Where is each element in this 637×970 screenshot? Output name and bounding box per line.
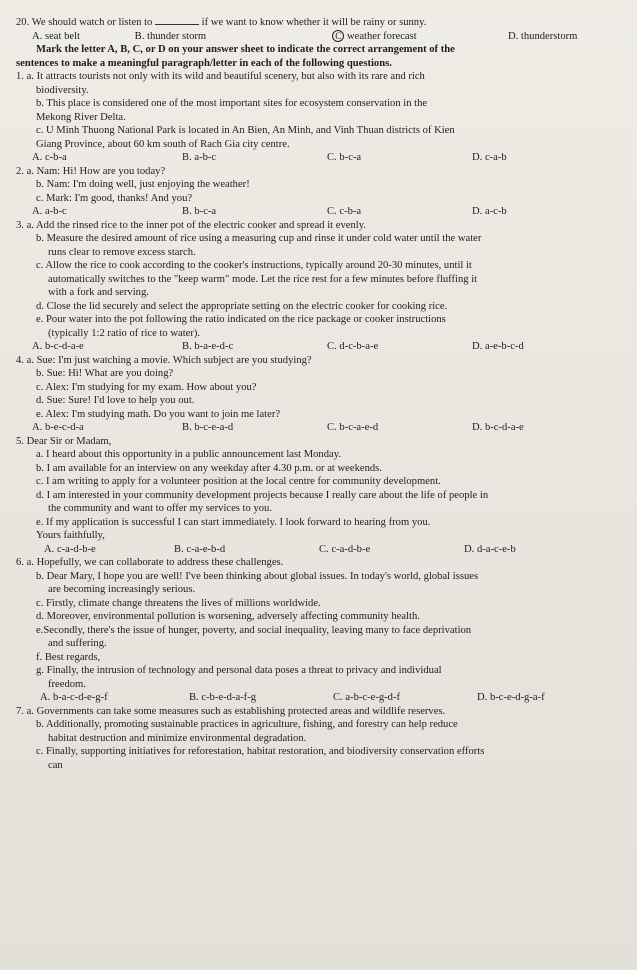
instruction-line-1: Mark the letter A, B, C, or D on your answer sheet to indicate the correct arrangement of the [36, 44, 455, 55]
q2-option-b: B. b-c-a [182, 206, 217, 217]
q6-option-a: A. b-a-c-d-e-g-f [40, 692, 108, 703]
q6-option-c: C. a-b-c-e-g-d-f [332, 692, 401, 703]
q6-line-f: f. Best regards, [36, 651, 101, 663]
q3-option-c: C. d-c-b-a-e [327, 341, 379, 352]
q4-line-c: c. Alex: I'm studying for my exam. How about you? [36, 381, 257, 393]
q3-line-e: e. Pour water into the pot following the ratio indicated on the rice package or cooker instructions [36, 314, 446, 325]
q3-line-b-cont: runs clear to remove excess starch. [48, 246, 196, 258]
q5-option-c: C. c-a-d-b-e [319, 543, 371, 555]
q6-line-g-cont: freedom. [48, 678, 86, 690]
q3-line-e-cont: (typically 1:2 ratio of rice to water). [48, 327, 201, 339]
instruction-line-2: sentences to make a meaningful paragraph/letter in each of the following questions. [16, 57, 392, 69]
q1-line-b: b. This place is considered one of the most important sites for ecosystem conservation in the [36, 98, 428, 109]
q4-line-a: 4. a. Sue: I'm just watching a movie. Which subject are you studying? [16, 354, 312, 366]
q6-line-e: e.Secondly, there's the issue of hunger, poverty, and social inequality, leaving many to face deprivation [36, 624, 472, 636]
q7-line-c: c. Finally, supporting initiatives for reforestation, habitat restoration, and biodiversity conservation efforts [36, 746, 485, 757]
q6-line-c: c. Firstly, climate change threatens the lives of millions worldwide. [36, 597, 321, 609]
q1-line-c-cont: Giang Province, about 60 km south of Rach Gia city centre. [36, 138, 290, 150]
q2-line-a: 2. a. Nam: Hi! How are you today? [16, 165, 166, 177]
q5-line-d: d. I am interested in your community development projects because I really care about the life of people in [36, 489, 489, 501]
q3-option-b: B. b-a-e-d-c [182, 341, 234, 352]
q3-line-d: d. Close the lid securely and select the appropriate setting on the electric cooker for cooking rice. [36, 300, 448, 312]
q3-line-a: 3. a. Add the rinsed rice to the inner pot of the electric cooker and spread it evenly. [16, 219, 366, 231]
q5-closing: Yours faithfully, [36, 530, 105, 541]
q2-line-b: b. Nam: I'm doing well, just enjoying the weather! [36, 179, 250, 190]
q6-option-d: D. b-c-e-d-g-a-f [477, 692, 545, 703]
q20-option-c [332, 30, 505, 44]
q5-line-a: a. I heard about this opportunity in a public announcement last Monday. [36, 449, 341, 460]
q20-stem-start: 20. We should watch or listen to [16, 17, 153, 28]
q20-options [16, 30, 621, 44]
q20-stem [16, 15, 621, 30]
q5-line-d-cont: the community and want to offer my services to you. [48, 503, 272, 514]
q1-line-b-cont: Mekong River Delta. [36, 111, 126, 123]
q2-option-d: D. a-c-b [472, 206, 507, 217]
q1-option-d: D. c-a-b [472, 152, 507, 163]
q6-line-e-cont: and suffering. [48, 638, 107, 649]
q5-option-a: A. c-a-d-b-e [44, 543, 96, 555]
q20-answer-blank [155, 15, 199, 25]
q2-line-c: c. Mark: I'm good, thanks! And you? [36, 192, 193, 204]
q5-options [16, 543, 621, 557]
q2-options [16, 205, 621, 219]
q1-option-b: B. a-b-c [182, 152, 217, 163]
q6-option-b: B. c-b-e-d-a-f-g [188, 692, 257, 703]
q7-line-a: 7. a. Governments can take some measures such as establishing protected areas and wildlife reserves. [16, 705, 446, 717]
q3-options [16, 340, 621, 354]
q6-options [16, 691, 621, 705]
q4-option-a: A. b-e-c-d-a [32, 422, 84, 433]
q3-option-d: D. a-e-b-c-d [472, 341, 524, 352]
q1-option-a: A. c-b-a [32, 152, 67, 163]
q3-line-b: b. Measure the desired amount of rice using a measuring cup and rinse it under cold water until the water [36, 233, 482, 244]
q3-line-c-cont-1: automatically switches to the "keep warm" mode. Let the rice rest for a few minutes before fluffing it [48, 273, 478, 285]
q5-line-b: b. I am available for an interview on any weekday after 4.30 p.m. or at weekends. [36, 462, 382, 474]
q4-option-b: B. b-c-e-a-d [182, 422, 234, 433]
q4-line-d: d. Sue: Sure! I'd love to help you out. [36, 395, 195, 406]
q7-line-c-cont: can [48, 759, 63, 771]
q7-line-b: b. Additionally, promoting sustainable practices in agriculture, fishing, and forestry can help reduce [36, 719, 458, 730]
q7-line-b-cont: habitat destruction and minimize environmental degradation. [48, 732, 307, 744]
q20-option-c-text: weather forecast [346, 30, 417, 42]
circled-answer-mark: C [332, 30, 344, 42]
q6-line-d: d. Moreover, environmental pollution is worsening, adversely affecting community health. [36, 611, 420, 622]
q6-line-g: g. Finally, the intrusion of technology and personal data poses a threat to privacy and individual [36, 665, 442, 676]
q3-option-a: A. b-c-d-a-e [32, 341, 84, 352]
q4-option-c: C. b-c-a-e-d [327, 422, 379, 433]
q3-line-c: c. Allow the rice to cook according to the cooker's instructions, typically around 20-30 minutes, until it [36, 260, 472, 271]
q5-option-b: B. c-a-e-b-d [174, 543, 226, 555]
q1-options [16, 151, 621, 165]
q6-line-a: 6. a. Hopefully, we can collaborate to address these challenges. [16, 557, 284, 568]
q20-option-b: B. thunder storm [134, 30, 207, 42]
q1-option-c: C. b-c-a [327, 152, 362, 163]
q3-line-c-cont-2: with a fork and serving. [48, 287, 149, 298]
q1-line-a: 1. a. It attracts tourists not only with its wild and beautiful scenery, but also with its rare and rich [16, 71, 425, 82]
q6-line-b-cont: are becoming increasingly serious. [48, 584, 196, 595]
q5-line-e: e. If my application is successful I can start immediately. I look forward to hearing from you. [36, 516, 431, 528]
q5-option-d: D. d-a-c-e-b [464, 543, 516, 555]
q2-option-c: C. c-b-a [327, 206, 362, 217]
q4-line-b: b. Sue: Hi! What are you doing? [36, 368, 174, 379]
q6-line-b: b. Dear Mary, I hope you are well! I've been thinking about global issues. In today's world, global issues [36, 570, 479, 582]
q4-option-d: D. b-c-d-a-e [472, 422, 524, 433]
q4-options [16, 421, 621, 435]
q5-line-c: c. I am writing to apply for a volunteer position at the local centre for community development. [36, 476, 441, 487]
q5-salutation: 5. Dear Sir or Madam, [16, 435, 112, 447]
q4-line-e: e. Alex: I'm studying math. Do you want to join me later? [36, 408, 281, 420]
q20-stem-end: if we want to know whether it will be rainy or sunny. [201, 17, 427, 28]
q2-option-a: A. a-b-c [32, 206, 67, 217]
q20-option-a: A. seat belt [32, 30, 80, 42]
q1-line-a-cont: biodiversity. [36, 84, 89, 96]
q20-option-d: D. thunderstorm [507, 30, 578, 42]
q1-line-c: c. U Minh Thuong National Park is located in An Bien, An Minh, and Vinh Thuan districts of Kien [36, 125, 455, 136]
